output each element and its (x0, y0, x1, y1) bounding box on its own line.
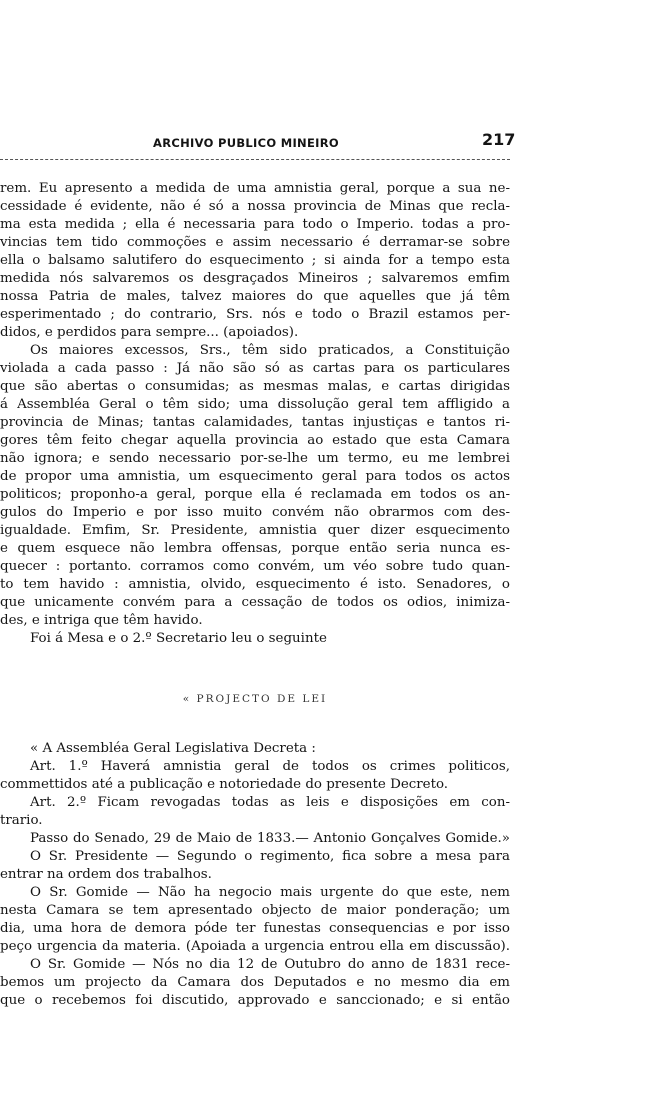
page-number: 217 (482, 130, 516, 149)
text-line: dia, uma hora de demora póde ter funestas consequencias e por isso (0, 921, 510, 936)
text-line: igualdade. Emfim, Sr. Presidente, amnistia quer dizer esquecimento (0, 523, 510, 538)
text-line: trario. (0, 813, 43, 828)
text-line: quecer : portanto. corramos como convém, um véo sobre tudo quan- (0, 559, 510, 574)
text-line: commettidos até a publicação e notoriedade do presente Decreto. (0, 777, 449, 792)
text-line: gores têm feito chegar aquella provincia ao estado que esta Camara (0, 433, 510, 448)
text-line: vincias tem tido commoções e assim necessario é derramar-se sobre (0, 235, 510, 250)
text-line: entrar na ordem dos trabalhos. (0, 867, 212, 882)
text-line: nossa Patria de males, talvez maiores do que aquelles que já têm (0, 289, 510, 304)
text-line: Art. 2.º Ficam revogadas todas as leis e disposições em con- (30, 795, 510, 810)
text-line: politicos; proponho-a geral, porque ella é reclamada em todos os an- (0, 487, 510, 502)
text-line: nesta Camara se tem apresentado objecto de maior ponderação; um (0, 903, 510, 918)
text-line: des, e intriga que têm havido. (0, 613, 203, 628)
text-line: provincia de Minas; tantas calamidades, tantas injustiças e tantos ri- (0, 415, 510, 430)
text-line: O Sr. Presidente — Segundo o regimento, fica sobre a mesa para (30, 849, 510, 864)
text-line: ma esta medida ; ella é necessaria para todo o Imperio. todas a pro- (0, 217, 510, 232)
text-line: « A Assembléa Geral Legislativa Decreta : (30, 741, 316, 756)
text-line: esperimentado ; do contrario, Srs. nós e todo o Brazil estamos per- (0, 307, 510, 322)
text-line: to tem havido : amnistia, olvido, esquecimento é isto. Senadores, o (0, 577, 510, 592)
text-line: didos, e perdidos para sempre... (apoiados). (0, 325, 299, 340)
text-line: que o recebemos foi discutido, approvado e sanccionado; e si então (0, 993, 510, 1008)
text-line: Os maiores excessos, Srs., têm sido praticados, a Constituição (30, 343, 510, 358)
text-line: e quem esquece não lembra offensas, porque então seria nunca es- (0, 541, 510, 556)
text-line: ella o balsamo salutifero do esquecimento ; si ainda for a tempo esta (0, 253, 510, 268)
section-heading: « PROJECTO DE LEI (182, 693, 328, 705)
text-line: rem. Eu apresento a medida de uma amnistia geral, porque a sua ne- (0, 181, 510, 196)
text-line: violada a cada passo : Já não são só as cartas para os particulares (0, 361, 510, 376)
text-line: Art. 1.º Haverá amnistia geral de todos os crimes politicos, (30, 759, 510, 774)
text-line: O Sr. Gomide — Não ha negocio mais urgente do que este, nem (30, 885, 510, 900)
text-line: Passo do Senado, 29 de Maio de 1833.— Antonio Gonçalves Gomide.» (30, 831, 510, 846)
text-line: bemos um projecto da Camara dos Deputados e no mesmo dia em (0, 975, 510, 990)
running-title: ARCHIVO PUBLICO MINEIRO (153, 136, 339, 150)
text-line: que são abertas o consumidas; as mesmas malas, e cartas dirigidas (0, 379, 510, 394)
header-rule (0, 159, 510, 160)
text-line: O Sr. Gomide — Nós no dia 12 de Outubro do anno de 1831 rece- (30, 957, 510, 972)
text-line: peço urgencia da materia. (Apoiada a urgencia entrou ella em discussão). (0, 939, 510, 954)
text-line: que unicamente convém para a cessação de todos os odios, inimiza- (0, 595, 510, 610)
text-line: não ignora; e sendo necessario por-se-lhe um termo, eu me lembrei (0, 451, 510, 466)
text-line: cessidade é evidente, não é só a nossa provincia de Minas que recla- (0, 199, 510, 214)
text-line: á Assembléa Geral o têm sido; uma dissolução geral tem affligido a (0, 397, 510, 412)
text-line: de propor uma amnistia, um esquecimento geral para todos os actos (0, 469, 510, 484)
text-line: medida nós salvaremos os desgraçados Mineiros ; salvaremos emfim (0, 271, 510, 286)
text-line: gulos do Imperio e por isso muito convém não obrarmos com des- (0, 505, 510, 520)
text-line: Foi á Mesa e o 2.º Secretario leu o seguinte (30, 631, 327, 646)
